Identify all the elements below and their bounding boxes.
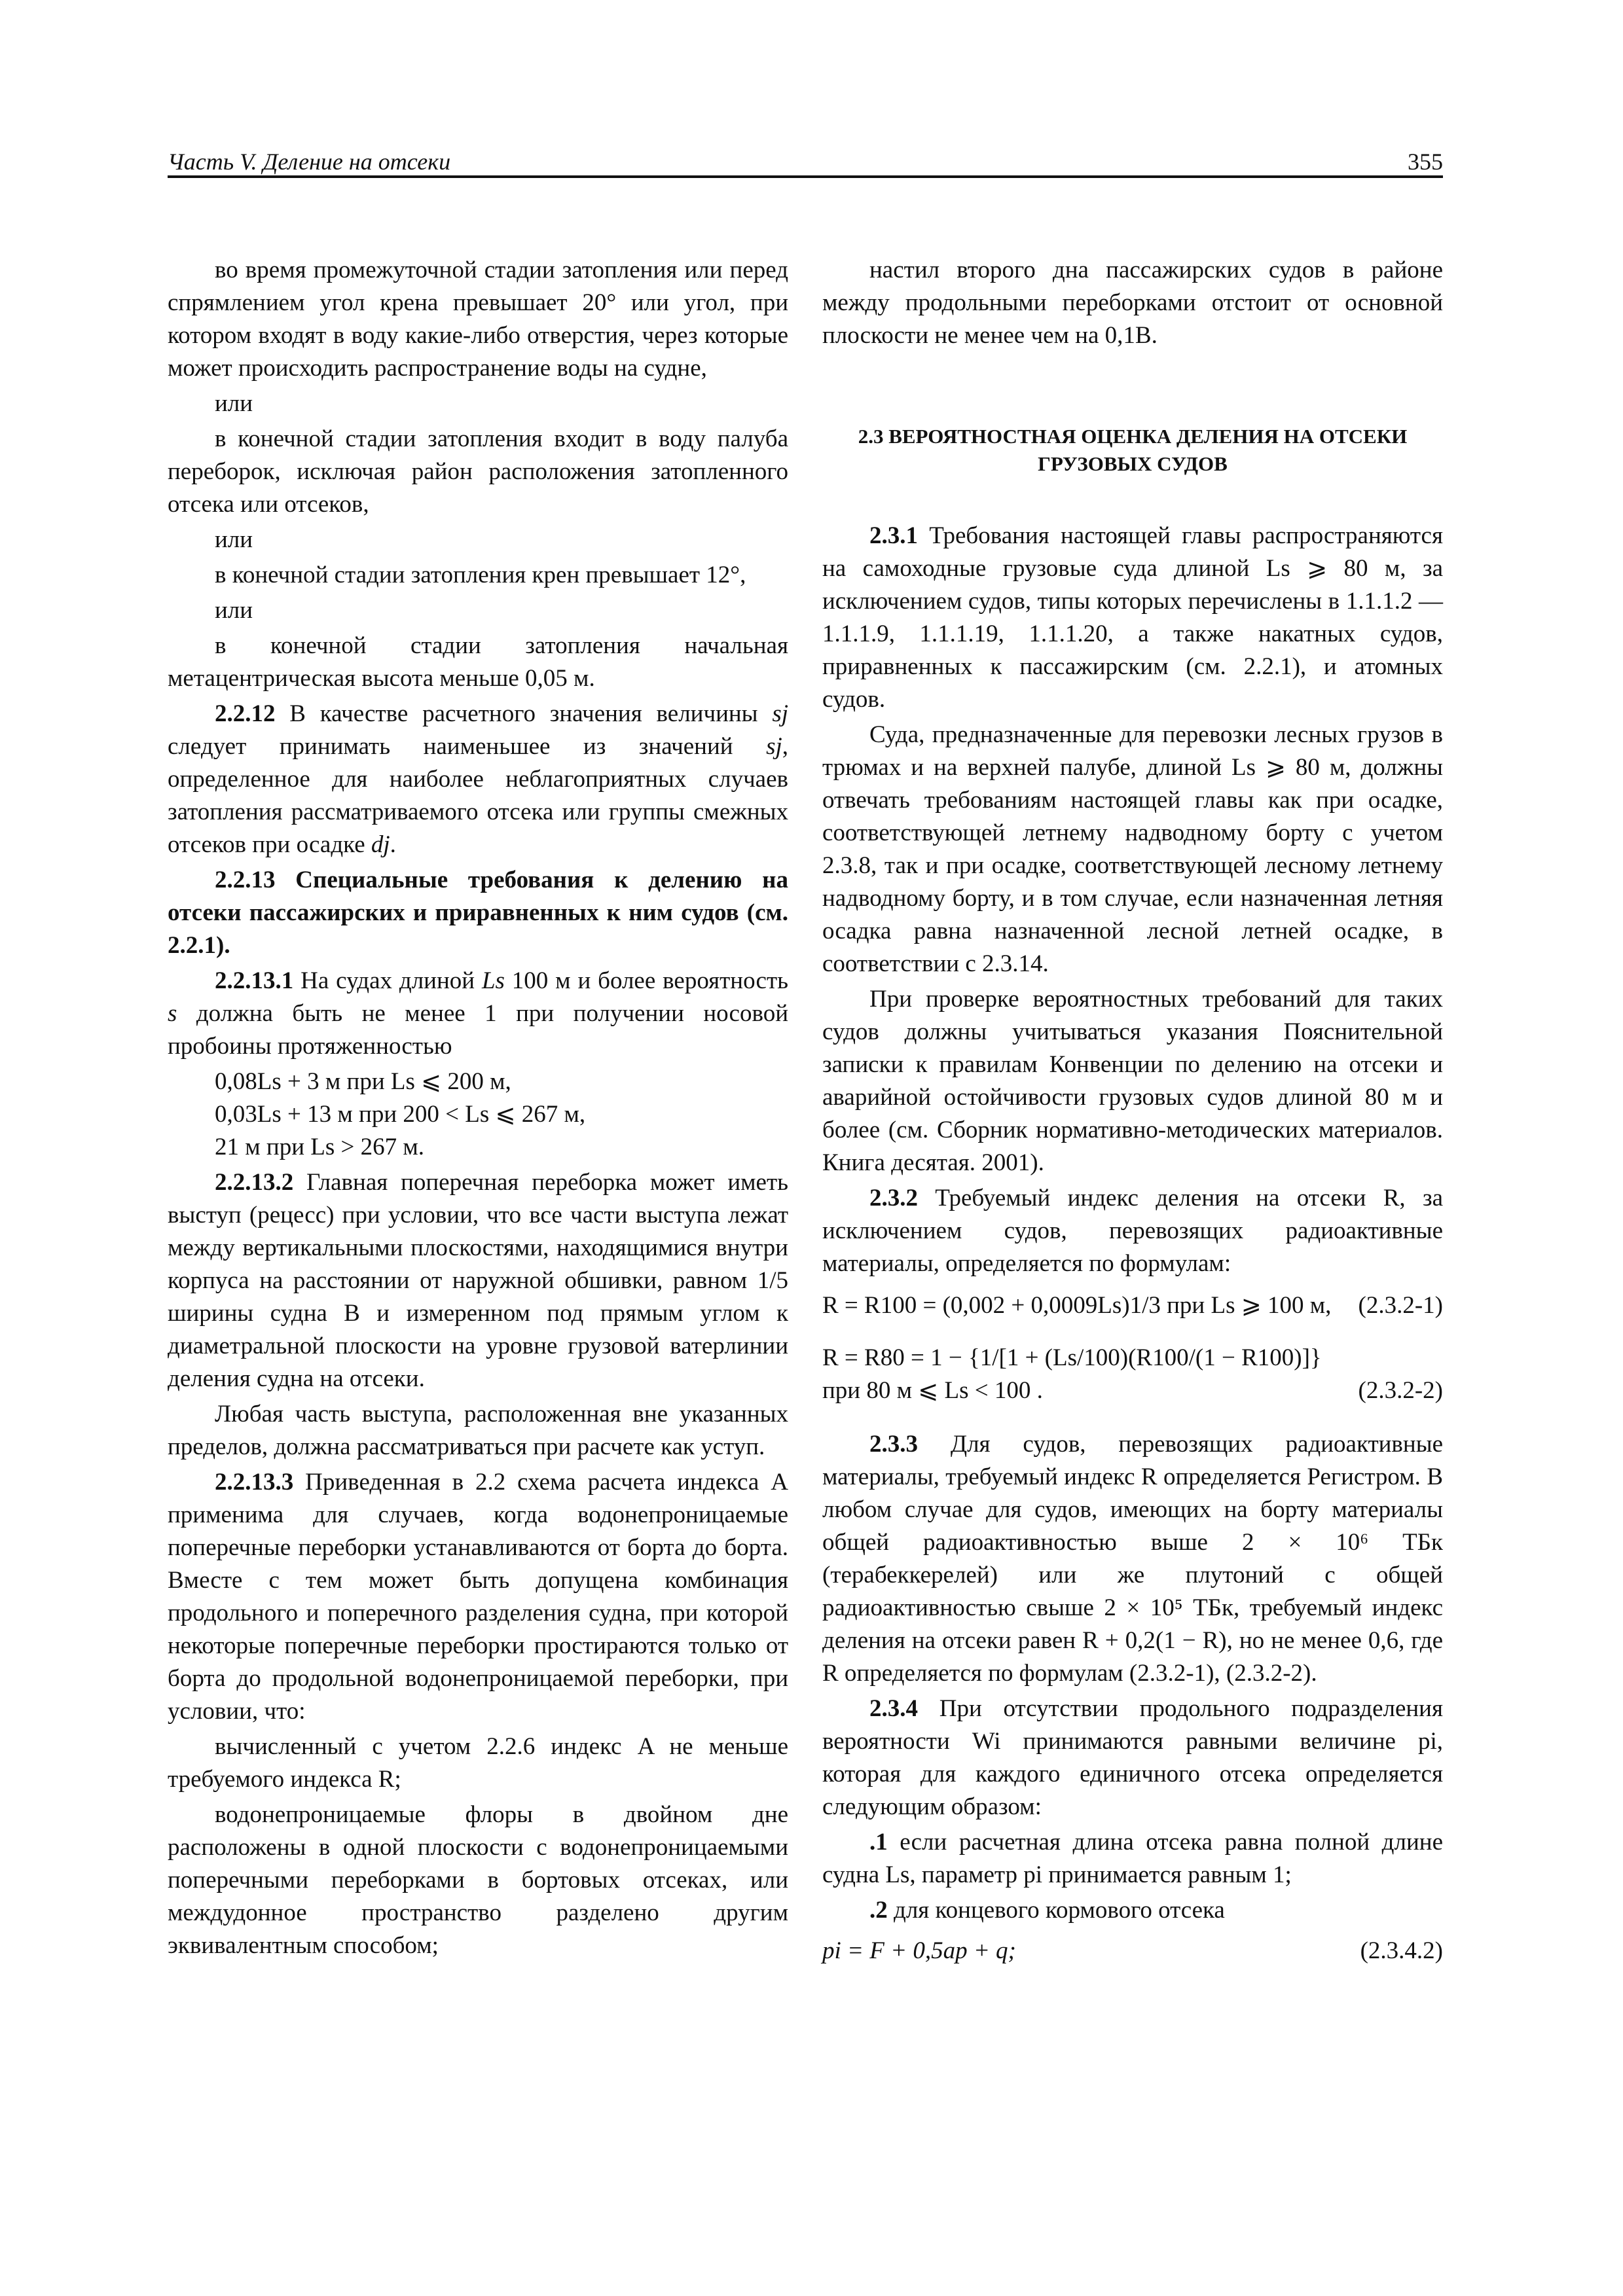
- paragraph: в конечной стадии затопления начальная метацентрическая высота меньше 0,05 м.: [168, 632, 788, 692]
- formula-row: [822, 1374, 1443, 1407]
- or-word: или: [215, 526, 253, 553]
- paragraph-2-3-1: [822, 520, 1443, 716]
- text: В качестве расчетного значения величины: [275, 700, 773, 727]
- paragraph-2-3-3: [822, 1428, 1443, 1690]
- symbol-sj: sj: [766, 733, 782, 760]
- page-number: 355: [1408, 149, 1443, 175]
- formula-line: 0,03Ls + 13 м при 200 < Ls ⩽ 267 м,: [215, 1101, 586, 1128]
- paragraph: в конечной стадии затопления входит в воду палуба переборок, исключая район расположения затопленного отсека или отсеков,: [168, 425, 788, 518]
- paragraph: водонепроницаемые флоры в двойном дне расположены в одной плоскости с водонепроницаемыми поперечными переборками в бортовых отсеках, или междудонное пространство разделено другим эквивалентным способом;: [168, 1801, 788, 1959]
- symbol-sj: sj: [772, 700, 788, 727]
- section-title: 2.3 ВЕРОЯТНОСТНАЯ ОЦЕНКА ДЕЛЕНИЯ НА ОТСЕКИ ГРУЗОВЫХ СУДОВ: [858, 425, 1408, 475]
- or-word: или: [215, 390, 253, 417]
- formula-number: (2.3.4.2): [1360, 1937, 1443, 1964]
- text: должна быть не менее 1 при получении носовой пробоины протяженностью: [168, 1000, 788, 1060]
- paragraph: во время промежуточной стадии затопления или перед спрямлением угол крена превышает 20° или угол, при котором входят в воду какие-либо отверстия, через которые может происходить распространение воды на судне,: [168, 257, 788, 382]
- clause-number: 2.3.2: [869, 1185, 918, 1211]
- text: Требуемый индекс деления на отсеки R, за исключением судов, перевозящих радиоактивные материалы, определяется по формулам:: [822, 1185, 1443, 1277]
- formula-2-3-2-1: [822, 1289, 1443, 1322]
- paragraph-2-3-4: [822, 1693, 1443, 1823]
- list-item-2: [822, 1894, 1443, 1927]
- paragraph: настил второго дна пассажирских судов в районе между продольными переборками отстоит от основной плоскости не менее чем на 0,1B.: [822, 257, 1443, 349]
- clause-number: 2.3.3: [869, 1431, 918, 1458]
- formula-text: R = R100 = (0,002 + 0,0009Ls)1/3 при Ls ⩾ 100 м,: [822, 1292, 1332, 1319]
- paragraph: Любая часть выступа, расположенная вне указанных пределов, должна рассматриваться при расчете как уступ.: [168, 1401, 788, 1460]
- symbol-ls: Ls: [481, 967, 505, 994]
- paragraph: в конечной стадии затопления крен превышает 12°,: [215, 562, 746, 588]
- clause-number: 2.3.1: [869, 522, 918, 549]
- paragraph-2-2-13: 2.2.13 Специальные требования к делению на отсеки пассажирских и приравненных к ним судов (см. 2.2.1).: [168, 867, 788, 959]
- paragraph: Суда, предназначенные для перевозки лесных грузов в трюмах и на верхней палубе, длиной Ls ⩾ 80 м, должны отвечать требованиям настоящей главы как при осадке, соответствующей летнему надводному борту с учетом 2.3.8, так и при осадке, соответствующей лесному летнему надводному борту, и в том случае, если назначенная летняя осадка равна назначенной лесной летней осадке, в соответствии с 2.3.14.: [822, 721, 1443, 977]
- text: , определенное для наиболее неблагоприятных случаев затопления рассматриваемого отсека или группы смежных отсеков при осадке: [168, 733, 788, 858]
- text: .: [390, 831, 396, 858]
- formula-line: 21 м при Ls > 267 м.: [215, 1134, 425, 1160]
- text: Для судов, перевозящих радиоактивные материалы, требуемый индекс R определяется Регистром. В любом случае для судов, имеющих на борту материалы общей радиоактивностью выше 2 × 10⁶ ТБк (терабеккерелей) или же плутоний с общей радиоактивностью свыше 2 × 10⁵ ТБк, требуемый индекс деления на отсеки равен R + 0,2(1 − R), но не менее 0,6, где R определяется по формулам (2.3.2-1), (2.3.2-2).: [822, 1431, 1443, 1687]
- or-word: или: [215, 597, 253, 624]
- text: следует принимать наименьшее из значений: [168, 733, 767, 760]
- formula-2-3-4-2: [822, 1935, 1443, 1967]
- text: Приведенная в 2.2 схема расчета индекса A применима для случаев, когда водонепроницаемые поперечные переборки устанавливаются от борта до борта. Вместе с тем может быть допущена комбинация продольного и поперечного разделения судна, при которой некоторые поперечные переборки простираются только от борта до продольной водонепроницаемой переборки, при условии, что:: [168, 1469, 788, 1725]
- paragraph: При проверке вероятностных требований для таких судов должны учитываться указания Пояснительной записки к правилам Конвенции по делению на отсеки и аварийной остойчивости грузовых судов длиной 80 м и более (см. Сборник нормативно-методических материалов. Книга десятая. 2001).: [822, 986, 1443, 1176]
- clause-number: 2.2.13.2: [215, 1169, 294, 1196]
- text: На судах длиной: [293, 967, 482, 994]
- right-column: [822, 254, 1443, 1967]
- text: 100 м и более вероятность: [504, 967, 788, 994]
- clause-number: 2.3.4: [869, 1695, 918, 1722]
- text: для концевого кормового отсека: [887, 1897, 1225, 1924]
- clause-number: 2.2.13.3: [215, 1469, 294, 1496]
- list-number: .2: [869, 1897, 888, 1924]
- formula-text: pi = F + 0,5ap + q;: [822, 1937, 1016, 1964]
- text: Требования настоящей главы распространяются на самоходные грузовые суда длиной Ls ⩾ 80 м, за исключением судов, типы которых перечислены в 1.1.1.2 — 1.1.1.9, 1.1.1.19, 1.1.1.20, а также накатных судов, приравненных к пассажирским (см. 2.2.1), и атомных судов.: [822, 522, 1443, 713]
- formula-number: (2.3.2-1): [1358, 1292, 1443, 1319]
- paragraph-2-2-13-2: [168, 1166, 788, 1395]
- clause-number: 2.2.13.1: [215, 967, 294, 994]
- clause-number: 2.2.12: [215, 700, 276, 727]
- header-title: Часть V. Деление на отсеки: [168, 149, 451, 175]
- list-number: .1: [869, 1829, 888, 1856]
- paragraph: вычисленный с учетом 2.2.6 индекс A не меньше требуемого индекса R;: [168, 1733, 788, 1793]
- formula-line: 0,08Ls + 3 м при Ls ⩽ 200 м,: [215, 1068, 511, 1095]
- running-header: [168, 147, 1443, 177]
- symbol-dj: dj: [371, 831, 390, 858]
- paragraph-2-3-2: [822, 1182, 1443, 1280]
- formula-text: R = R80 = 1 − {1/[1 + (Ls/100)(R100/(1 − R100)]}: [822, 1344, 1322, 1371]
- paragraph-2-2-12: [168, 698, 788, 861]
- symbol-s: s: [168, 1000, 177, 1027]
- text: Главная поперечная переборка может иметь выступ (рецесс) при условии, что все части выступа лежат между вертикальными плоскостями, находящимися внутри корпуса на расстоянии от наружной обшивки, равном 1/5 ширины судна B и измеренном под прямым углом к диаметральной плоскости на уровне грузовой ватерлинии деления судна на отсеки.: [168, 1169, 788, 1392]
- formula-text: при 80 м ⩽ Ls < 100 .: [822, 1377, 1043, 1404]
- header-rule: [168, 175, 1443, 178]
- formula-2-3-2-2: [822, 1342, 1443, 1407]
- paragraph-2-2-13-1: [168, 965, 788, 1063]
- list-item-1: [822, 1826, 1443, 1892]
- formula-number: (2.3.2-2): [1358, 1377, 1443, 1404]
- text: если расчетная длина отсека равна полной длине судна Ls, параметр pi принимается равным 1;: [822, 1829, 1443, 1888]
- text: При отсутствии продольного подразделения вероятности Wi принимаются равными величине pi, которая для каждого единичного отсека определяется следующим образом:: [822, 1695, 1443, 1820]
- left-column: [168, 254, 788, 1965]
- paragraph-2-2-13-3: [168, 1466, 788, 1728]
